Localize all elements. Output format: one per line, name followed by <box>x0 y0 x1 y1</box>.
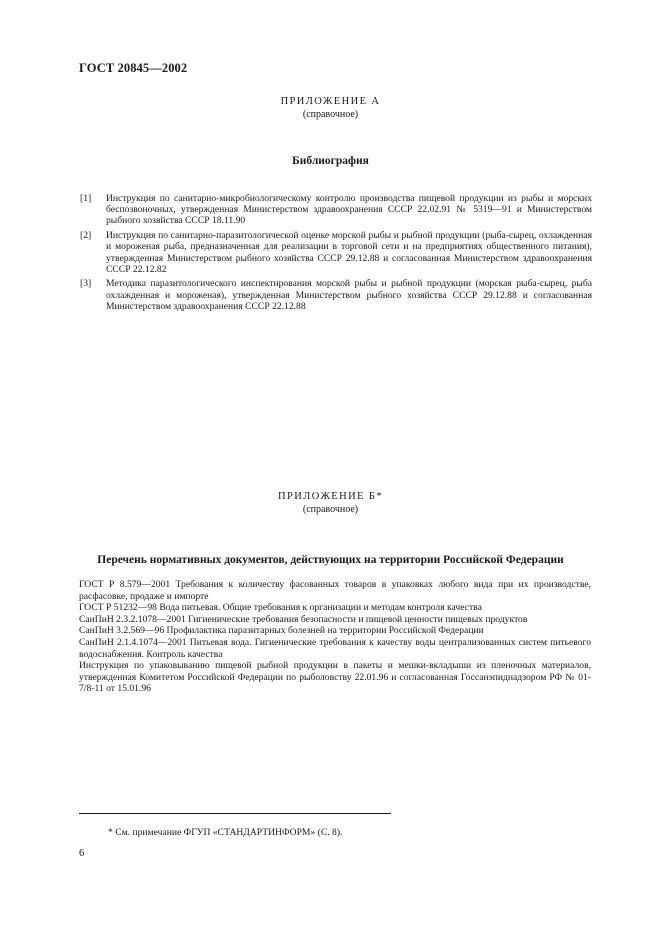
bibliography-item <box>80 278 592 312</box>
normative-docs-heading: Перечень нормативных документов, действующих на территории Российской Федерации <box>97 554 564 566</box>
normative-doc-item: ГОСТ Р 8.579—2001 Требования к количеству фасованных товаров в упаковках любого вида при их производстве, расфасовке, продаже и импорте <box>79 579 591 602</box>
bibliography-item-number: [3] <box>80 278 92 290</box>
page-number: 6 <box>79 848 85 859</box>
bibliography-item-number: [1] <box>80 193 92 204</box>
bibliography-item-text: Методика паразитологического инспектирования морской рыбы и рыбной продукции (морская рыба-сырец, рыба охлажденная и мороженая), утвержденная Министерством рыбного хозяйства СССР 29.12.88 и согласованная Министерством здравоохранения СССР 22.12.88 <box>106 278 592 312</box>
bibliography-item <box>80 193 592 227</box>
normative-docs-list <box>79 579 591 695</box>
footnote-divider <box>79 813 391 814</box>
normative-doc-item: ГОСТ Р 51232—98 Вода питьевая. Общие требования к организации и методам контроля качества <box>79 602 482 614</box>
bibliography-item-number: [2] <box>80 230 92 242</box>
appendix-b-subtitle: (справочное) <box>302 504 359 515</box>
bibliography-list <box>80 193 592 316</box>
normative-doc-item: СанПиН 2.3.2.1078—2001 Гигиенические требования безопасности и пищевой ценности пищевых продуктов <box>79 613 528 625</box>
appendix-a-title: ПРИЛОЖЕНИЕ А <box>280 96 381 107</box>
normative-doc-item: СанПиН 3.2.569—96 Профилактика паразитарных болезней на территории Российской Федерации <box>79 625 484 637</box>
normative-doc-item: СанПиН 2.1.4.1074—2001 Питьевая вода. Гигиенические требования к качеству воды централизованных систем питьевого водоснабжения. Контроль качества <box>79 636 591 660</box>
appendix-a-subtitle: (справочное) <box>302 109 359 120</box>
bibliography-item-text: Инструкция по санитарно-паразитологической оценке морской рыбы и рыбной продукции (рыба-сырец, охлажденная и мороженая рыба, предназначенная для реализации в торговой сети и на предприятиях общественного питания), утвержденная Министерством рыбного хозяйства СССР 29.12.88 и согласованная Министерством здравоохранения СССР 22.12.82 <box>106 230 592 275</box>
bibliography-item <box>80 230 592 275</box>
appendix-b-title: ПРИЛОЖЕНИЕ Б* <box>278 491 383 502</box>
footnote: * См. примечание ФГУП «СТАНДАРТИНФОРМ» (С. 8). <box>108 827 343 838</box>
normative-doc-item: Инструкция по упаковыванию пищевой рыбной продукции в пакеты и мешки-вкладыши из пленочных материалов, утвержденная Комитетом Российской Федерации по рыболовству 22.01.96 и согласованная Госсанэпиднадзором РФ № 01-7/8-11 от 15.01.96 <box>79 660 591 695</box>
document-header: ГОСТ 20845—2002 <box>79 61 188 75</box>
bibliography-item-text: Инструкция по санитарно-микробиологическому контролю производства пищевой продукции из рыбы и морских беспозвоночных, утвержденная Министерством здравоохранения СССР 22.02.91 № 5319—91 и Министерством рыбного хозяйства СССР 18.11.90 <box>106 193 592 227</box>
bibliography-heading: Библиография <box>292 155 369 167</box>
